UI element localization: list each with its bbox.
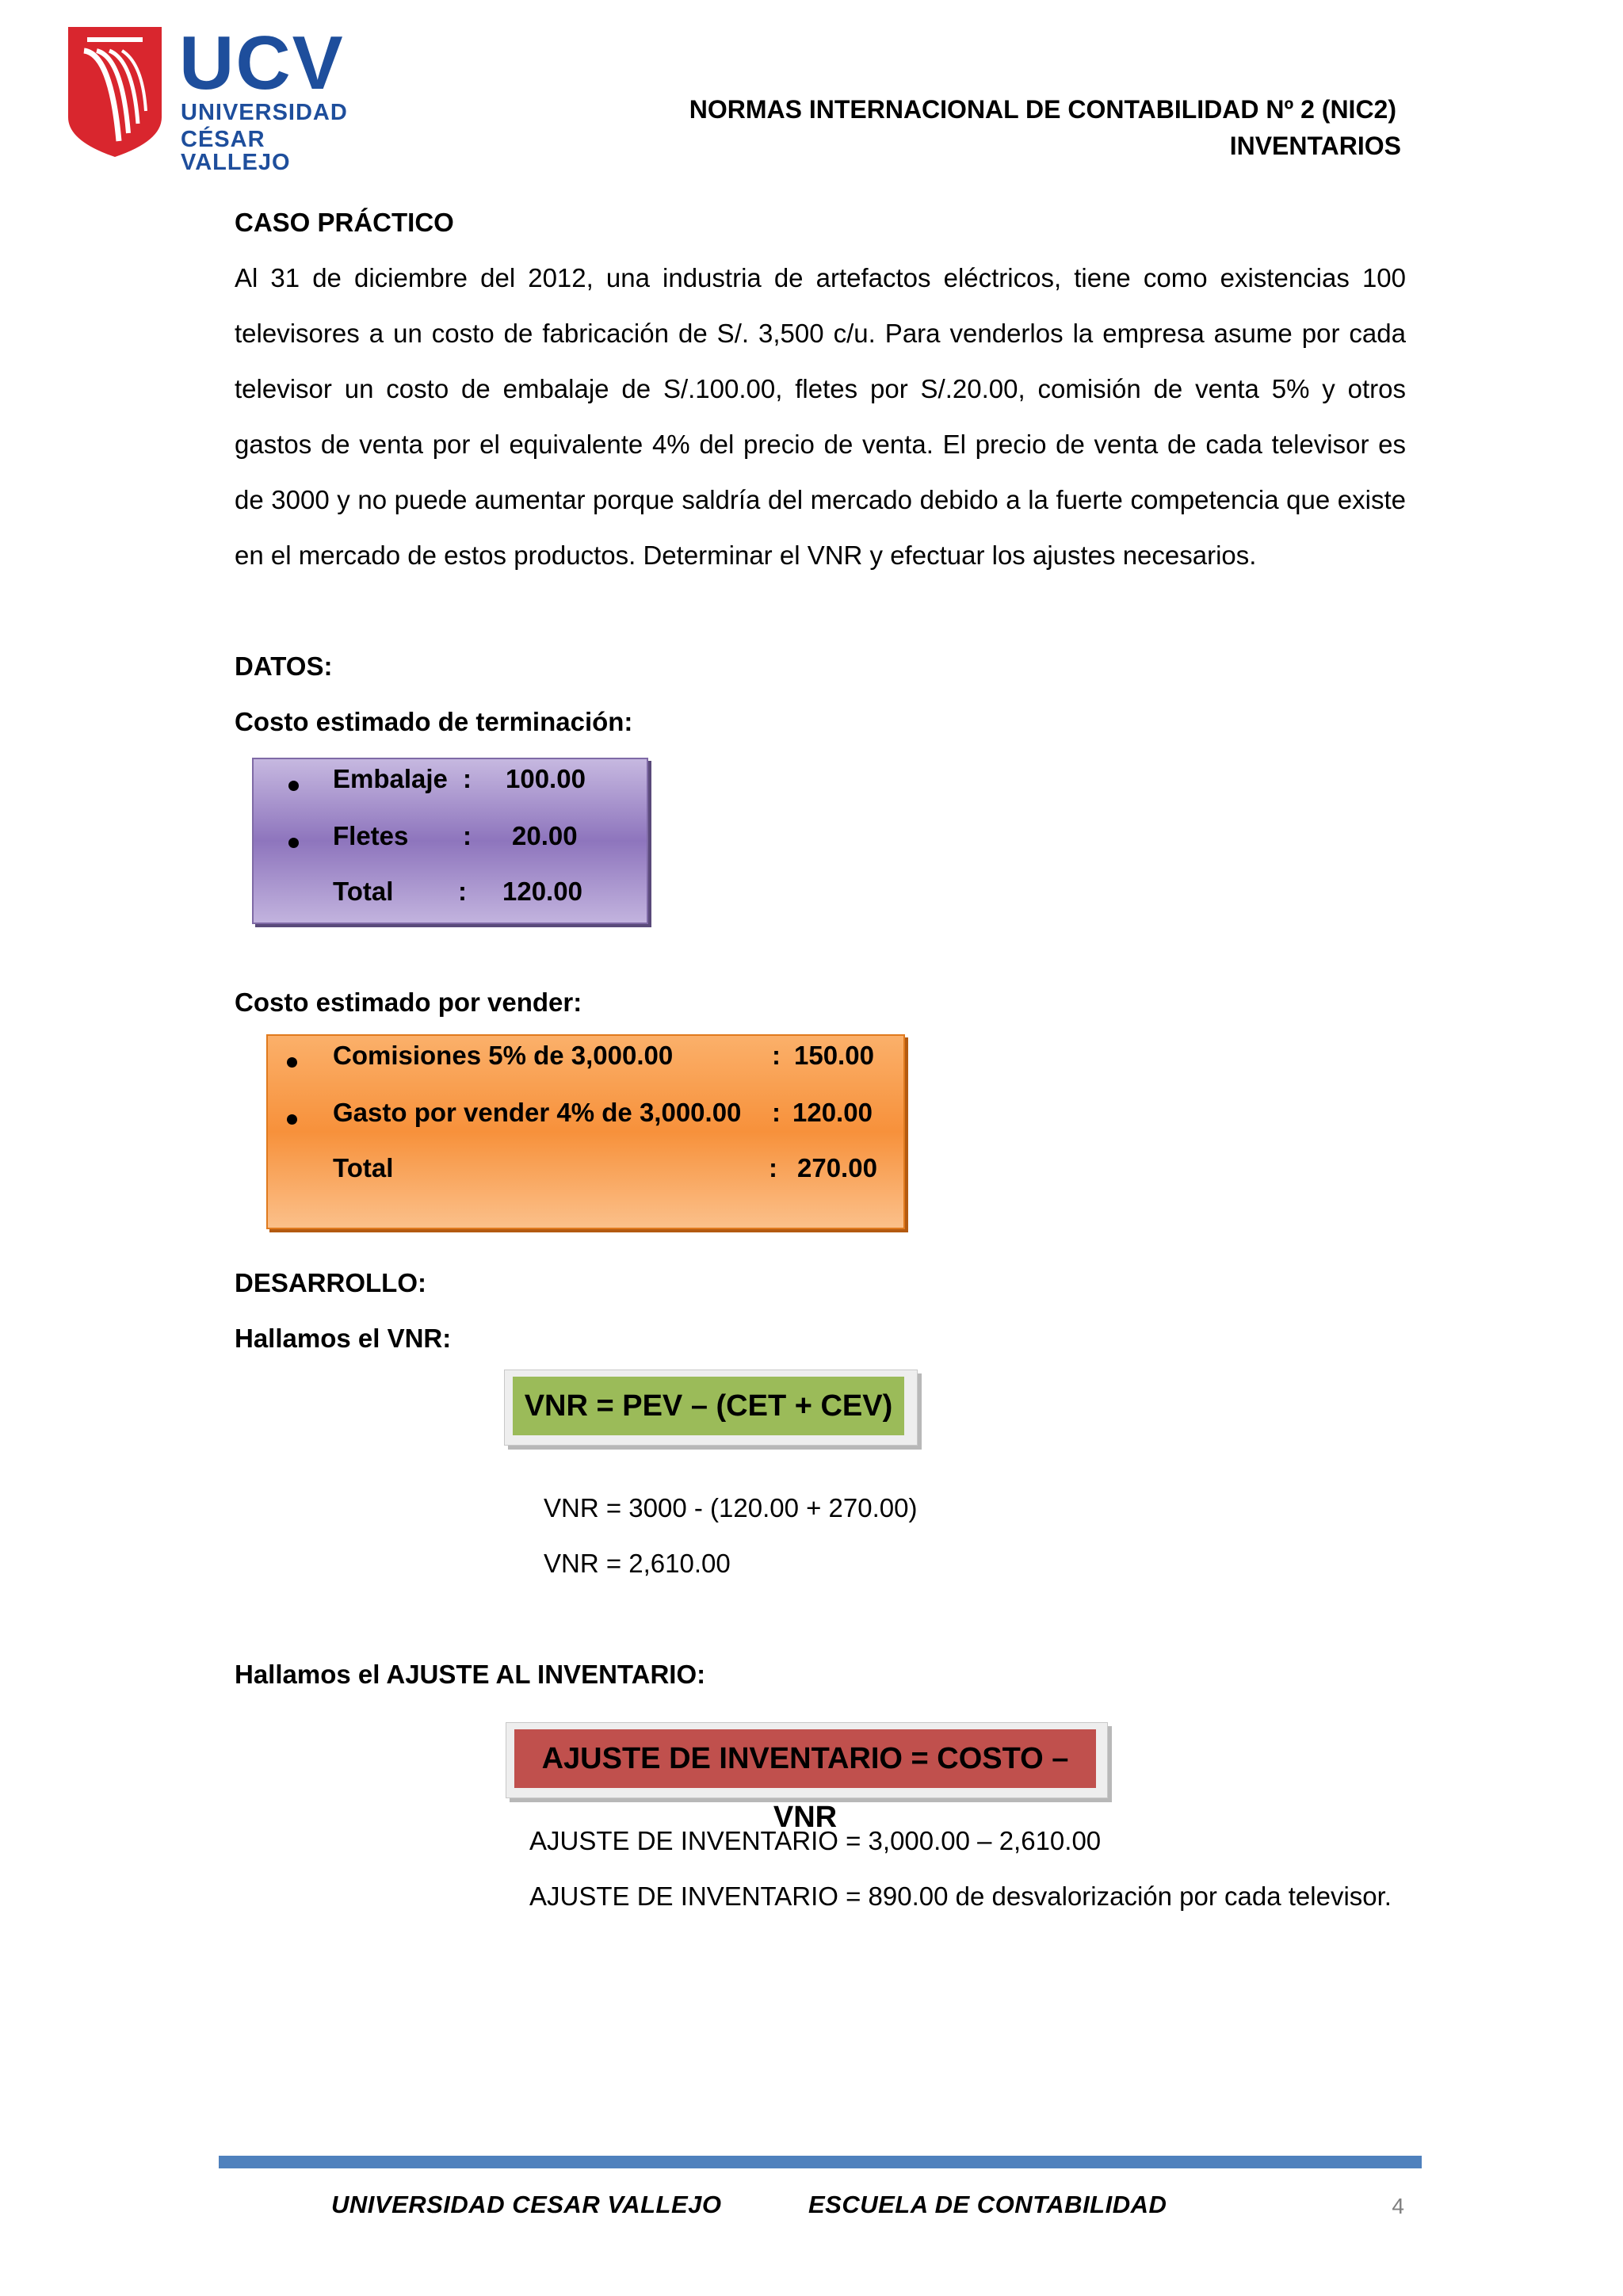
bullet-icon bbox=[287, 1057, 297, 1068]
vnr-formula: VNR = PEV – (CET + CEV) bbox=[513, 1377, 904, 1435]
ucv-logo bbox=[63, 21, 348, 175]
header-subtitle: INVENTARIOS bbox=[1229, 132, 1401, 160]
cev-row-label: Gasto por vender 4% de 3,000.00 bbox=[333, 1098, 742, 1127]
cet-total-value: 120.00 bbox=[502, 877, 582, 906]
ucv-shield-icon bbox=[63, 22, 166, 159]
ajuste-calc-2: AJUSTE DE INVENTARIO = 890.00 de desvalorización por cada televisor. bbox=[529, 1881, 1392, 1911]
cet-row-sep: : bbox=[463, 821, 472, 850]
header-title: NORMAS INTERNACIONAL DE CONTABILIDAD Nº 2 (NIC2) bbox=[689, 95, 1396, 124]
cev-row-sep: : bbox=[772, 1041, 781, 1070]
datos-label: DATOS: bbox=[235, 651, 333, 681]
footer-school: ESCUELA DE CONTABILIDAD bbox=[808, 2191, 1167, 2218]
cev-total-value: 270.00 bbox=[797, 1153, 877, 1182]
ajuste-calc-1: AJUSTE DE INVENTARIO = 3,000.00 – 2,610.00 bbox=[529, 1826, 1102, 1855]
cet-box bbox=[252, 758, 648, 924]
cev-row-value: 150.00 bbox=[794, 1041, 874, 1070]
logo-line2: CÉSAR VALLEJO bbox=[181, 127, 291, 175]
footer-university: UNIVERSIDAD CESAR VALLEJO bbox=[331, 2191, 722, 2218]
cev-row-sep: : bbox=[772, 1098, 781, 1127]
cev-box bbox=[266, 1034, 905, 1229]
cet-row-value: 100.00 bbox=[506, 764, 586, 793]
ajuste-formula-box bbox=[506, 1722, 1108, 1834]
case-title: CASO PRÁCTICO bbox=[235, 208, 454, 237]
cev-total-sep: : bbox=[769, 1153, 777, 1182]
logo-acronym: UCV bbox=[179, 21, 345, 105]
vnr-calc-2: VNR = 2,610.00 bbox=[544, 1549, 731, 1578]
vnr-label: Hallamos el VNR: bbox=[235, 1324, 452, 1353]
cet-row-label: Embalaje bbox=[333, 764, 448, 793]
logo-line1: UNIVERSIDAD bbox=[181, 100, 348, 125]
cet-total-sep: : bbox=[458, 877, 467, 906]
cev-row-value: 120.00 bbox=[792, 1098, 873, 1127]
page-number: 4 bbox=[1392, 2194, 1404, 2218]
cev-total-label: Total bbox=[333, 1153, 394, 1182]
cet-row-value: 20.00 bbox=[512, 821, 578, 850]
bullet-icon bbox=[288, 781, 299, 791]
vnr-formula-box bbox=[504, 1370, 918, 1446]
ajuste-label: Hallamos el AJUSTE AL INVENTARIO: bbox=[235, 1660, 706, 1689]
cet-row-sep: : bbox=[463, 764, 472, 793]
cev-label: Costo estimado por vender: bbox=[235, 988, 582, 1017]
bullet-icon bbox=[287, 1114, 297, 1125]
ajuste-formula: AJUSTE DE INVENTARIO = COSTO – VNR bbox=[514, 1729, 1096, 1788]
case-text: Al 31 de diciembre del 2012, una industria de artefactos eléctricos, tiene como existencias 100 televisores a un costo de fabricación de S/. 3,500 c/u. Para venderlos la empresa asume por cada televisor un costo de embalaje de S/.100.00, fletes por S/.20.00, comisión de venta 5% y otros gastos de venta por el equivalente 4% del precio de venta. El precio de venta de cada televisor es de 3000 y no puede aumentar porque saldría del mercado debido a la fuerte competencia que existe en el mercado de estos productos. Determinar el VNR y efectuar los ajustes necesarios. bbox=[235, 263, 1406, 570]
cev-row-label: Comisiones 5% de 3,000.00 bbox=[333, 1041, 674, 1070]
vnr-calc-1: VNR = 3000 - (120.00 + 270.00) bbox=[544, 1493, 918, 1522]
footer-rule bbox=[219, 2156, 1422, 2168]
cet-row-label: Fletes bbox=[333, 821, 409, 850]
cet-label: Costo estimado de terminación: bbox=[235, 707, 633, 736]
bullet-icon bbox=[288, 838, 299, 848]
cet-total-label: Total bbox=[333, 877, 394, 906]
desarrollo-label: DESARROLLO: bbox=[235, 1268, 426, 1297]
